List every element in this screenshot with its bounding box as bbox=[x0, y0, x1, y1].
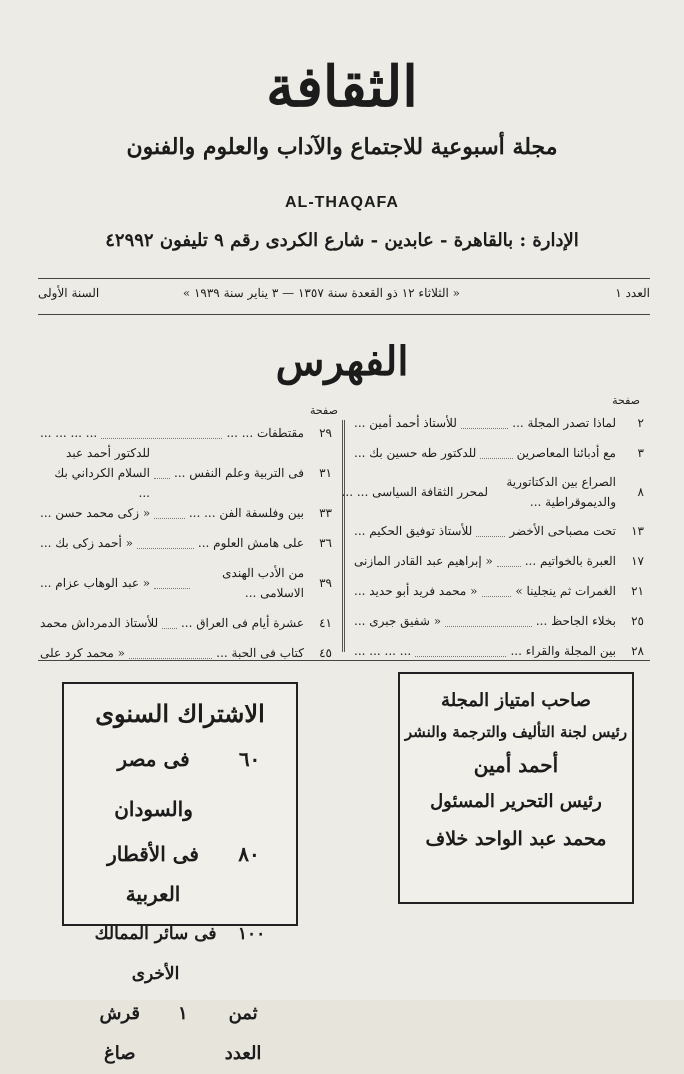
toc-entry: ٢١ الغمرات ثم ينجلينا » « محمد فريد أبو حديد ... bbox=[354, 584, 644, 598]
subscription-heading: الاشتراك السنوى bbox=[95, 699, 265, 728]
toc-entry: ٤٥ كتاب فى الحبة ... « محمد كرد على bbox=[40, 646, 332, 660]
issue-info-row bbox=[38, 282, 650, 306]
index-bottom-rule bbox=[38, 660, 650, 661]
page-label-right: صفحة bbox=[612, 394, 640, 407]
publisher-line: رئيس لجنة التأليف والترجمة والنشر bbox=[404, 723, 628, 741]
publisher-line: أحمد أمين bbox=[473, 753, 559, 777]
toc-entry: ١٧ العبرة بالخواتيم ... « إبراهيم عبد القادر المازنى bbox=[354, 554, 644, 568]
magazine-address: الإدارة : بالقاهرة - عابدين - شارع الكردى رقم ٩ تليفون ٤٢٩٩٢ bbox=[105, 230, 579, 251]
bottom-rule bbox=[38, 314, 650, 315]
toc-entry: ١٣ تحت مصباحى الأخضر للأستاذ توفيق الحكيم ... bbox=[354, 524, 644, 538]
issue-date: « الثلاثاء ١٢ ذو القعدة سنة ١٣٥٧ — ٣ يناير سنة ١٩٣٩ » bbox=[182, 286, 460, 300]
toc-entry: ٤١ عشرة أيام فى العراق ... للأستاذ الدمرداش محمد bbox=[40, 616, 332, 630]
toc-entry: ٢٥ بخلاء الجاحظ ... « شفيق جبرى ... bbox=[354, 614, 644, 628]
subscription-row: ٨٠ فى الأقطار العربية bbox=[107, 842, 260, 906]
toc-entry: ٣ مع أدبائنا المعاصرين للدكتور طه حسين بك ... bbox=[354, 446, 644, 460]
page-label-left: صفحة bbox=[310, 404, 338, 417]
magazine-latin-name: AL-THAQAFA bbox=[285, 194, 399, 211]
subscription-box bbox=[62, 682, 298, 1064]
toc-entry: ٢٩ مقتطفات ... ... ... ... ... ... bbox=[40, 426, 332, 440]
magazine-subtitle: مجلة أسبوعية للاجتماع والآداب والعلوم والفنون bbox=[126, 134, 558, 160]
column-divider bbox=[342, 420, 345, 652]
toc-entry: ٣٣ بين وفلسفة الفن ... ... « زكى محمد حسن ... bbox=[40, 506, 332, 520]
toc-entry: ٢ لماذا تصدر المجلة ... للأستاذ أحمد أمين ... bbox=[354, 416, 644, 430]
subscription-row: ١٠٠ فى سائر الممالك الأخرى bbox=[94, 924, 266, 984]
toc-entry: ٢٨ بين المجلة والقراء ... ... ... ... ... bbox=[354, 644, 644, 658]
publisher-line: محمد عبد الواحد خلاف bbox=[425, 828, 607, 850]
magazine-title: الثقافة bbox=[266, 54, 418, 120]
toc-right-column bbox=[341, 408, 644, 666]
subscription-row: ثمن العدد ١ قرش صاغ bbox=[99, 1003, 262, 1064]
issue-year: السنة الأولى bbox=[38, 286, 100, 300]
index-title: الفهرس bbox=[275, 338, 409, 385]
publisher-line: رئيس التحرير المسئول bbox=[430, 791, 602, 812]
publisher-line: صاحب امتياز المجلة bbox=[441, 690, 591, 711]
top-rule bbox=[38, 278, 650, 279]
publisher-box bbox=[398, 672, 634, 904]
toc-left-column bbox=[40, 418, 332, 668]
toc-entry: ٣٩ من الأدب الهندى الاسلامى ... « عبد الوهاب عزام ... bbox=[40, 566, 332, 600]
toc-entry: ٣٦ على هامش العلوم ... « أحمد زكى بك ... bbox=[40, 536, 332, 550]
subscription-row: ٦٠ فى مصر والسودان bbox=[114, 747, 261, 821]
issue-number: العدد ١ bbox=[615, 286, 650, 300]
toc-entry: ٣١ فى التربية وعلم النفس ... للدكتور أحمد عبد السلام الكرداني بك ... bbox=[54, 446, 332, 500]
toc-entry: ٨ الصراع بين الدكتاتورية والديموقراطية ... لمحرر الثقافة السياسى ... ... bbox=[341, 475, 644, 509]
